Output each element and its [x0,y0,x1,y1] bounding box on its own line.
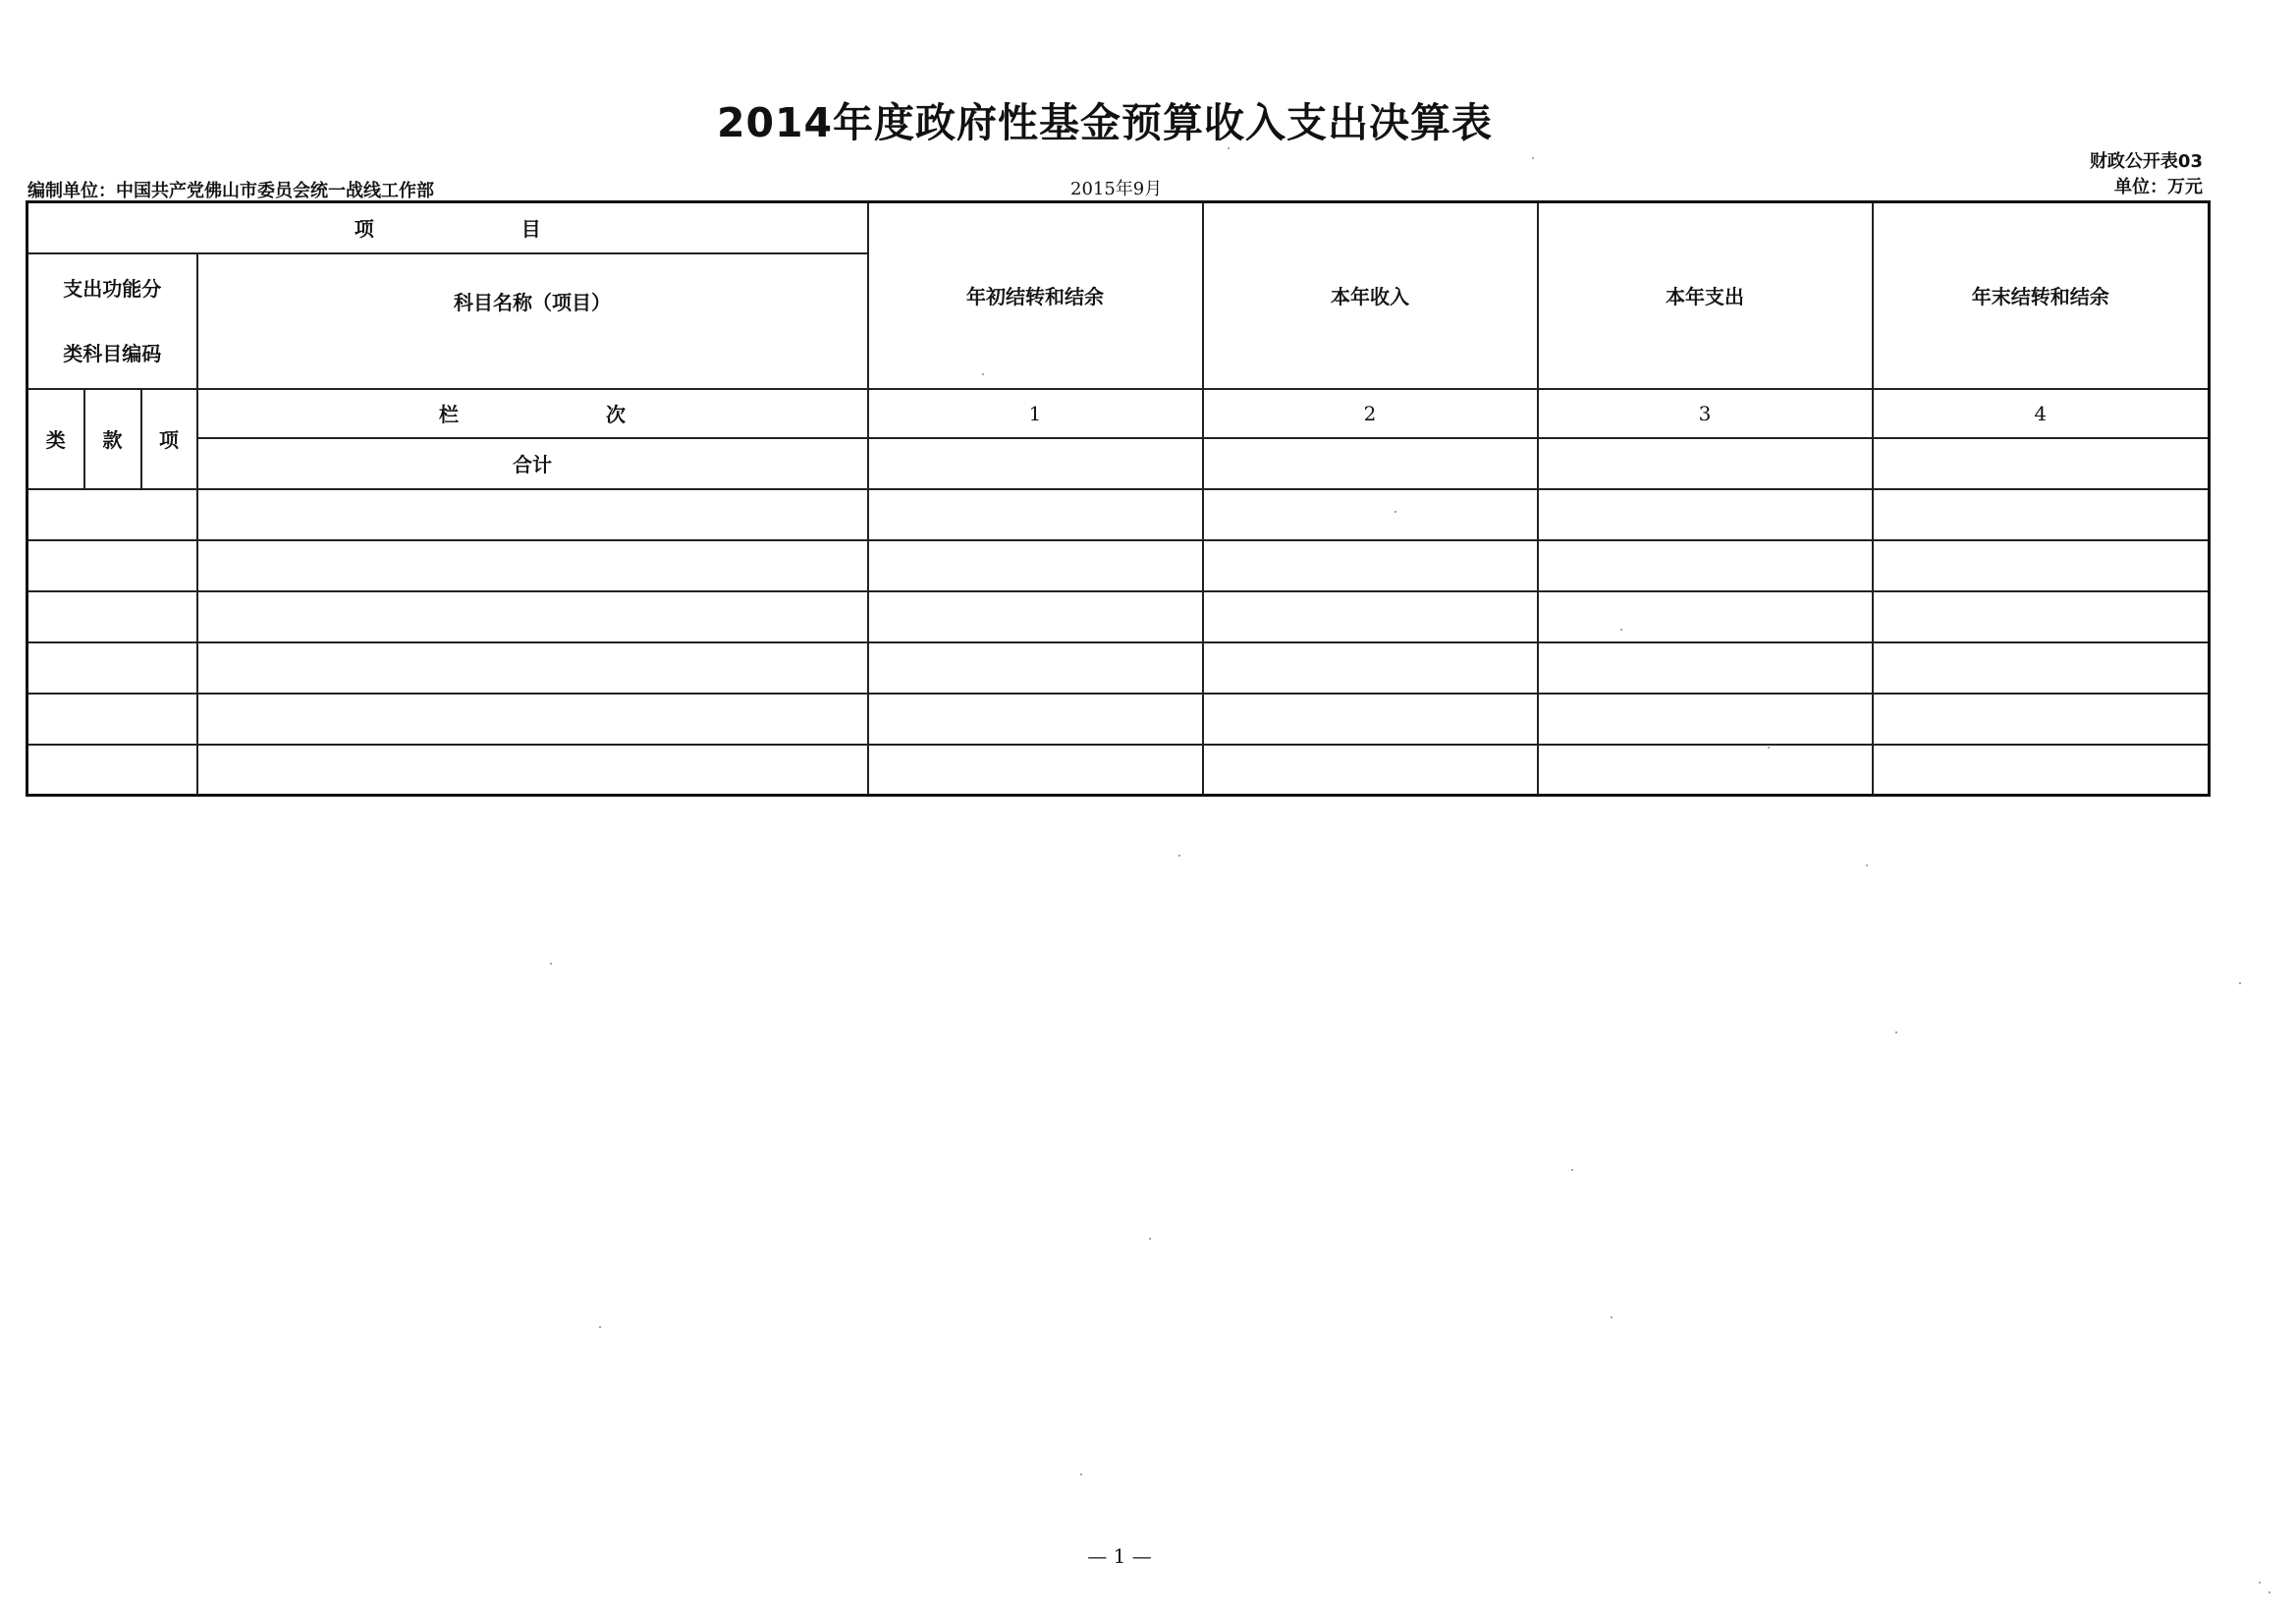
value-cell [1873,694,2210,745]
scan-speck [1228,147,1230,149]
column-index-char-2: 次 [606,403,626,426]
code-header-cell [27,253,197,389]
col-header-closing-balance: 年末结转和结余 [1873,202,2210,389]
scan-speck [599,1326,601,1328]
form-number: 财政公开表03 [2089,151,2203,172]
name-header-cell: 科目名称（项目） [197,253,868,389]
table-row [27,745,2210,796]
item-header-char-1: 项 [354,217,374,242]
scan-speck [1149,1238,1151,1240]
header-row-1 [27,202,2210,253]
code-subcol-item: 项 [141,389,197,489]
scan-speck [550,963,552,965]
code-cell [27,591,197,642]
column-number-4: 4 [1873,389,2210,438]
budget-table [26,200,2211,797]
value-cell [1538,642,1873,694]
value-cell [1873,540,2210,591]
scan-speck [982,373,984,375]
value-cell [1203,591,1538,642]
table-row [27,694,2210,745]
value-cell [1203,489,1538,540]
value-cell [1538,540,1873,591]
item-header-char-2: 目 [520,217,541,242]
col-header-current-expenditure: 本年支出 [1538,202,1873,389]
total-cell-2 [1203,438,1538,489]
value-cell [1203,694,1538,745]
code-cell [27,745,197,796]
empty-rows-body [27,489,2210,796]
value-cell [868,540,1203,591]
total-cell-1 [868,438,1203,489]
value-cell [1203,642,1538,694]
scan-speck [2239,982,2241,984]
scan-speck [2269,1591,2270,1593]
value-cell [868,745,1203,796]
scan-speck [1611,1316,1613,1318]
total-cell-4 [1873,438,2210,489]
scan-speck [1178,855,1180,857]
money-unit: 单位：万元 [2114,177,2203,197]
column-number-3: 3 [1538,389,1873,438]
document-title: 2014年度政府性基金预算收入支出决算表 [716,99,1494,146]
column-index-char-1: 栏 [439,403,459,426]
report-date: 2015年9月 [1070,179,1163,199]
page-number: — 1 — [1087,1544,1152,1568]
code-cell [27,694,197,745]
code-header-line-1: 支出功能分 [63,276,162,301]
value-cell [1873,642,2210,694]
code-subcol-section: 款 [84,389,141,489]
code-cell [27,540,197,591]
name-cell [197,489,868,540]
col-header-opening-balance: 年初结转和结余 [868,202,1203,389]
table-row [27,489,2210,540]
table-row [27,540,2210,591]
value-cell [868,694,1203,745]
value-cell [1873,489,2210,540]
value-cell [868,489,1203,540]
value-cell [1873,591,2210,642]
name-cell [197,540,868,591]
name-cell [197,591,868,642]
scan-speck [1080,1474,1082,1475]
value-cell [1538,694,1873,745]
total-row [27,438,2210,489]
col-header-current-income: 本年收入 [1203,202,1538,389]
column-number-1: 1 [868,389,1203,438]
scan-speck [1620,629,1622,631]
compiling-unit: 编制单位：中国共产党佛山市委员会统一战线工作部 [27,181,434,201]
value-cell [1203,745,1538,796]
scan-speck [1571,1169,1573,1171]
scan-speck [1532,157,1534,159]
column-index-row [27,389,2210,438]
name-cell [197,745,868,796]
scan-speck [2259,1582,2261,1584]
column-index-label [197,389,868,438]
name-cell [197,642,868,694]
total-cell-3 [1538,438,1873,489]
code-cell [27,489,197,540]
table-row [27,642,2210,694]
total-label: 合计 [197,438,868,489]
code-header-line-2: 类科目编码 [63,341,162,365]
value-cell [868,642,1203,694]
scan-speck [1866,864,1868,866]
scan-speck [1768,747,1770,749]
value-cell [1873,745,2210,796]
scan-speck [1394,511,1396,513]
value-cell [1538,591,1873,642]
value-cell [1203,540,1538,591]
scan-speck [1895,1031,1897,1033]
value-cell [868,591,1203,642]
name-cell [197,694,868,745]
value-cell [1538,745,1873,796]
code-subcol-class: 类 [27,389,84,489]
item-header-cell [27,202,868,253]
value-cell [1538,489,1873,540]
table-row [27,591,2210,642]
column-number-2: 2 [1203,389,1538,438]
code-cell [27,642,197,694]
